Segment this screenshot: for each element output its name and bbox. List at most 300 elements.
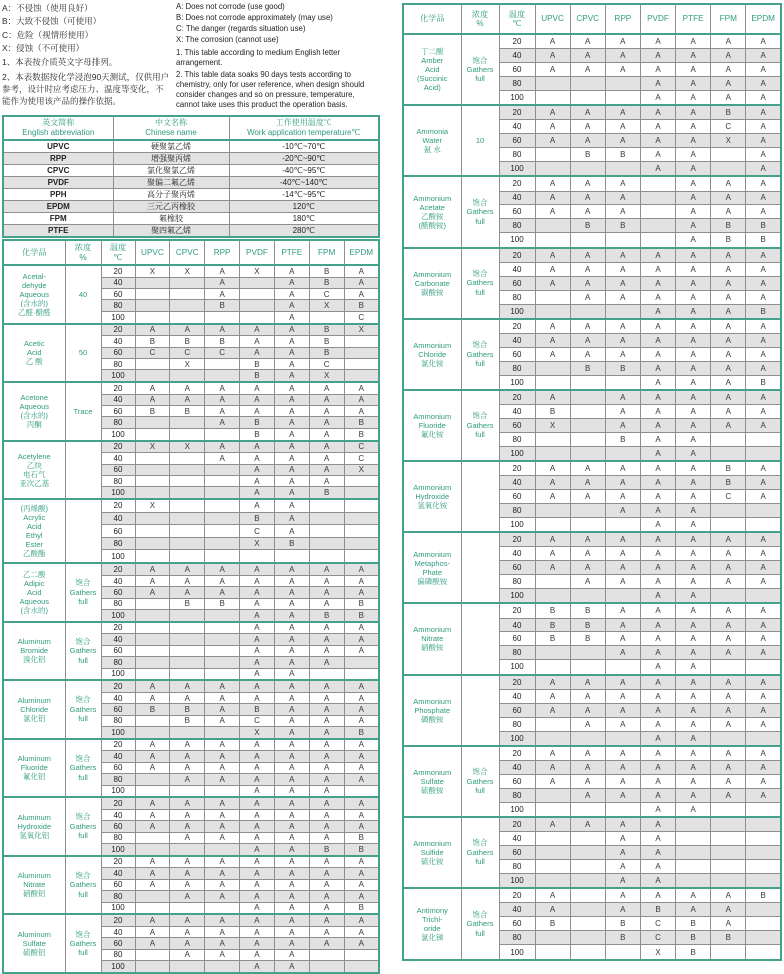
concentration-line: 饱合	[472, 340, 488, 350]
rating-cell: A	[274, 704, 309, 715]
rating-cell: A	[535, 390, 570, 405]
temperature-cell: 80	[499, 859, 535, 873]
temperature-cell: 100	[499, 589, 535, 604]
rating-cell: A	[605, 689, 640, 703]
rating-cell: A	[344, 891, 379, 902]
rating-cell: A	[676, 248, 711, 263]
rating-cell: A	[135, 762, 170, 773]
rating-cell: A	[205, 832, 240, 843]
rating-cell: A	[274, 441, 309, 453]
rating-cell: A	[535, 49, 570, 63]
rating-cell: A	[746, 105, 781, 120]
rating-cell: A	[274, 785, 309, 797]
rating-cell: A	[344, 821, 379, 832]
rating-cell	[570, 162, 605, 177]
rating-cell	[135, 417, 170, 428]
rating-cell: A	[309, 441, 344, 453]
rating-cell: A	[135, 692, 170, 703]
rating-cell	[344, 487, 379, 499]
rating-cell: A	[309, 727, 344, 739]
header-line: Work application temperature℃	[247, 128, 361, 137]
rating-cell: B	[605, 361, 640, 375]
temperature-cell: 100	[101, 487, 135, 499]
material-chinese-name: 氟橡胶	[113, 213, 229, 225]
rating-cell	[535, 446, 570, 461]
rating-cell: A	[309, 785, 344, 797]
rating-cell: A	[309, 406, 344, 417]
chemical-name	[403, 532, 461, 603]
header-line: 化学品	[21, 247, 47, 257]
rating-cell	[746, 931, 781, 945]
temperature-cell: 40	[101, 512, 135, 525]
rating-cell: B	[535, 632, 570, 646]
temperature-cell: 40	[101, 634, 135, 645]
rating-cell	[344, 961, 379, 973]
rating-cell: A	[274, 751, 309, 762]
rating-cell: A	[711, 675, 746, 690]
rating-cell: A	[711, 248, 746, 263]
rating-cell	[535, 290, 570, 304]
temperature-cell: 60	[101, 879, 135, 890]
rating-cell: A	[274, 961, 309, 973]
rating-cell: A	[746, 49, 781, 63]
rating-cell: A	[344, 575, 379, 586]
rating-cell: A	[274, 610, 309, 622]
chemical-name-line: 乙 酸	[25, 357, 43, 367]
rating-cell	[135, 610, 170, 622]
rating-cell: A	[640, 888, 675, 903]
rating-cell: A	[640, 49, 675, 63]
concentration-cell	[65, 441, 101, 500]
concentration-line: full	[475, 358, 485, 368]
rating-cell: X	[135, 441, 170, 453]
rating-header-pvdf	[240, 240, 275, 265]
legend-note-1-en: 1. This table according to medium English letter arrangement.	[176, 47, 341, 67]
rating-cell: X	[640, 945, 675, 960]
rating-cell: A	[240, 961, 275, 973]
rating-cell	[746, 802, 781, 817]
rating-cell: X	[240, 537, 275, 550]
rating-cell: A	[274, 762, 309, 773]
rating-cell: A	[274, 499, 309, 512]
header-line: %	[476, 19, 484, 28]
rating-cell	[711, 446, 746, 461]
rating-cell: A	[135, 751, 170, 762]
rating-cell: A	[205, 949, 240, 960]
temperature-cell: 40	[499, 832, 535, 846]
concentration-cell	[65, 265, 101, 324]
rating-cell	[170, 464, 205, 475]
rating-cell: B	[240, 704, 275, 715]
rating-cell: A	[676, 333, 711, 347]
rating-cell: A	[605, 788, 640, 802]
rating-cell	[135, 902, 170, 914]
chemical-name-line: oride	[423, 924, 441, 934]
chemical-name-line: Acetone	[20, 393, 49, 403]
chemical-name	[3, 563, 65, 622]
rating-cell	[535, 361, 570, 375]
rating-cell: A	[746, 77, 781, 91]
rating-cell	[170, 300, 205, 311]
temperature-cell: 40	[101, 692, 135, 703]
concentration-line: full	[78, 714, 88, 724]
temperature-cell: 80	[499, 77, 535, 91]
rating-cell	[170, 453, 205, 464]
rating-cell	[605, 660, 640, 675]
rating-cell: C	[240, 715, 275, 726]
rating-cell	[135, 727, 170, 739]
rating-cell	[135, 774, 170, 785]
temperature-cell: 20	[499, 105, 535, 120]
rating-cell: A	[205, 289, 240, 300]
rating-cell: A	[676, 276, 711, 290]
header-line: PVDF	[647, 14, 669, 24]
chemical-name-line: Ammonium	[413, 193, 452, 203]
chemical-name-line: Acetylene	[17, 451, 51, 461]
chemical-name	[403, 888, 461, 960]
concentration-line: Gathers	[466, 776, 494, 786]
concentration-line: full	[475, 74, 485, 84]
concentration-cell	[461, 176, 499, 247]
rating-cell	[344, 370, 379, 382]
temperature-cell: 100	[499, 446, 535, 461]
rating-cell: A	[274, 832, 309, 843]
rating-cell: X	[135, 499, 170, 512]
rating-cell	[344, 785, 379, 797]
rating-cell	[309, 311, 344, 323]
rating-row	[3, 739, 379, 751]
temperature-cell: 60	[101, 587, 135, 598]
rating-cell: A	[746, 689, 781, 703]
rating-cell: A	[309, 382, 344, 394]
material-row	[3, 225, 379, 238]
rating-cell: A	[605, 333, 640, 347]
rating-cell	[135, 961, 170, 973]
rating-cell: A	[746, 746, 781, 761]
rating-cell	[135, 277, 170, 288]
rating-cell: A	[676, 660, 711, 675]
rating-cell: A	[309, 774, 344, 785]
rating-cell: A	[676, 888, 711, 903]
rating-cell: A	[274, 657, 309, 668]
rating-cell: A	[274, 715, 309, 726]
material-temperature-range: -14℃~95℃	[229, 189, 379, 201]
rating-row	[403, 319, 781, 334]
rating-cell: A	[676, 717, 711, 731]
rating-cell: A	[711, 532, 746, 547]
rating-cell	[746, 873, 781, 888]
rating-cell: A	[344, 868, 379, 879]
header-line: 工作使用温度℃	[275, 118, 332, 128]
rating-cell: A	[344, 563, 379, 575]
rating-cell: A	[570, 746, 605, 761]
rating-header-ptfe	[274, 240, 309, 265]
rating-cell: A	[640, 91, 675, 106]
rating-cell: A	[535, 675, 570, 690]
rating-cell: A	[240, 809, 275, 820]
concentration-cell	[65, 914, 101, 973]
rating-cell	[170, 785, 205, 797]
temperature-cell: 60	[499, 205, 535, 219]
concentration-line: 饱合	[472, 767, 488, 777]
chemical-name-line: Ammonium	[413, 838, 452, 848]
rating-cell: A	[170, 832, 205, 843]
temperature-cell: 40	[101, 926, 135, 937]
rating-header-fpm	[309, 240, 344, 265]
rating-cell: A	[240, 453, 275, 464]
rating-cell: A	[344, 277, 379, 288]
rating-cell: A	[605, 832, 640, 846]
rating-cell	[570, 390, 605, 405]
concentration-cell	[461, 461, 499, 532]
rating-cell	[170, 902, 205, 914]
rating-cell	[711, 660, 746, 675]
rating-cell: A	[676, 91, 711, 106]
concentration-cell	[461, 817, 499, 888]
rating-cell: A	[309, 587, 344, 598]
chemical-rating-table-right	[402, 3, 782, 961]
rating-row	[403, 176, 781, 191]
rating-cell: A	[274, 598, 309, 609]
rating-header-epdm	[746, 4, 781, 34]
rating-cell	[309, 961, 344, 973]
rating-cell	[205, 428, 240, 440]
temperature-cell: 80	[499, 504, 535, 518]
rating-cell: A	[274, 844, 309, 856]
rating-cell: A	[605, 461, 640, 476]
rating-header-temperature	[101, 240, 135, 265]
rating-cell: A	[240, 645, 275, 656]
rating-cell: B	[170, 715, 205, 726]
header-line: FPM	[719, 14, 737, 24]
temperature-cell: 20	[499, 248, 535, 263]
rating-cell: A	[570, 788, 605, 802]
chemical-name-line: Ester	[25, 540, 43, 550]
rating-cell: A	[676, 148, 711, 162]
chemical-name-line: Hydroxide	[415, 492, 450, 502]
concentration-line: 饱合	[75, 929, 91, 939]
temperature-cell: 40	[101, 336, 135, 347]
rating-cell: A	[535, 561, 570, 575]
rating-cell: A	[640, 675, 675, 690]
rating-cell: A	[535, 262, 570, 276]
rating-cell: A	[711, 262, 746, 276]
rating-cell	[676, 859, 711, 873]
rating-cell: A	[344, 382, 379, 394]
rating-row	[3, 563, 379, 575]
chemical-name-line: 氢氧化铝	[19, 830, 50, 840]
rating-cell: A	[746, 774, 781, 788]
rating-row	[3, 382, 379, 394]
temperature-cell: 60	[101, 525, 135, 538]
temperature-cell: 60	[499, 418, 535, 432]
rating-cell	[170, 727, 205, 739]
rating-cell	[535, 832, 570, 846]
rating-cell	[170, 487, 205, 499]
rating-cell: B	[344, 417, 379, 428]
rating-cell: A	[344, 914, 379, 926]
rating-cell: A	[640, 547, 675, 561]
chemical-name-line: Water	[422, 136, 443, 146]
rating-cell: A	[205, 868, 240, 879]
header-line: PTFE	[281, 247, 303, 257]
rating-cell: A	[746, 532, 781, 547]
chemical-name-line: Nitrate	[23, 880, 46, 890]
rating-cell: A	[640, 603, 675, 618]
rating-cell: B	[344, 428, 379, 440]
temperature-cell: 100	[499, 375, 535, 390]
rating-cell: A	[309, 739, 344, 751]
rating-cell	[135, 715, 170, 726]
rating-cell: A	[605, 176, 640, 191]
rating-cell: A	[676, 290, 711, 304]
chemical-name	[403, 746, 461, 817]
rating-cell: A	[205, 797, 240, 809]
material-chinese-name: 高分子聚丙烯	[113, 189, 229, 201]
rating-cell: A	[344, 809, 379, 820]
rating-header-fpm	[711, 4, 746, 34]
rating-cell	[746, 917, 781, 931]
rating-cell: A	[676, 134, 711, 148]
concentration-cell	[461, 888, 499, 960]
chemical-name-line: 乙酸铵	[421, 211, 444, 221]
chemical-name-line: Phate	[422, 567, 443, 577]
concentration-line: Gathers	[69, 821, 97, 831]
concentration-line: 饱合	[75, 753, 91, 763]
rating-cell: X	[344, 324, 379, 336]
chemical-name-line: Acetate	[419, 202, 445, 212]
rating-cell: A	[570, 63, 605, 77]
rating-cell: B	[711, 461, 746, 476]
temperature-cell: 20	[101, 680, 135, 692]
rating-cell	[570, 504, 605, 518]
rating-cell	[135, 598, 170, 609]
rating-cell	[240, 550, 275, 563]
rating-cell: X	[344, 464, 379, 475]
chemical-name-line: (Succinic	[417, 74, 448, 84]
rating-cell: A	[605, 903, 640, 917]
temperature-cell: 60	[499, 561, 535, 575]
rating-cell: A	[344, 406, 379, 417]
rating-cell: A	[605, 746, 640, 761]
rating-cell: B	[535, 405, 570, 419]
rating-cell: A	[535, 319, 570, 334]
rating-cell: B	[344, 727, 379, 739]
rating-cell	[535, 859, 570, 873]
temperature-cell: 80	[499, 148, 535, 162]
rating-cell: A	[640, 760, 675, 774]
rating-cell: A	[240, 406, 275, 417]
rating-cell: A	[711, 760, 746, 774]
chemical-name-line: Ammonium	[413, 625, 452, 635]
rating-cell: A	[240, 598, 275, 609]
rating-cell	[344, 336, 379, 347]
rating-cell: A	[676, 219, 711, 233]
rating-cell: B	[240, 358, 275, 369]
rating-cell: A	[570, 774, 605, 788]
rating-cell	[570, 873, 605, 888]
rating-cell: A	[746, 390, 781, 405]
rating-cell	[570, 418, 605, 432]
concentration-line: Gathers	[466, 919, 494, 929]
rating-cell: A	[274, 347, 309, 358]
temperature-cell: 60	[499, 703, 535, 717]
rating-cell	[535, 77, 570, 91]
rating-cell: A	[240, 926, 275, 937]
rating-cell: C	[640, 917, 675, 931]
rating-cell: B	[240, 428, 275, 440]
rating-cell: C	[170, 347, 205, 358]
temperature-cell: 20	[101, 563, 135, 575]
rating-cell: B	[135, 406, 170, 417]
rating-cell: A	[676, 120, 711, 134]
rating-cell: X	[240, 265, 275, 277]
rating-cell	[605, 304, 640, 319]
temperature-cell: 100	[499, 233, 535, 248]
temperature-cell: 60	[101, 464, 135, 475]
rating-cell: A	[676, 575, 711, 589]
rating-cell: A	[274, 868, 309, 879]
rating-cell: A	[570, 191, 605, 205]
rating-cell: A	[746, 788, 781, 802]
rating-cell: A	[274, 575, 309, 586]
rating-cell	[570, 903, 605, 917]
rating-cell: A	[605, 105, 640, 120]
rating-cell: A	[746, 603, 781, 618]
material-abbreviation: PPH	[3, 189, 113, 201]
rating-cell	[170, 311, 205, 323]
rating-cell: A	[205, 809, 240, 820]
temperature-cell: 100	[101, 311, 135, 323]
rating-cell: A	[640, 120, 675, 134]
rating-cell	[309, 537, 344, 550]
temperature-cell: 20	[499, 461, 535, 476]
rating-cell	[135, 832, 170, 843]
rating-cell: A	[746, 760, 781, 774]
rating-cell: A	[676, 176, 711, 191]
rating-cell: A	[535, 34, 570, 49]
rating-cell: A	[135, 394, 170, 405]
temperature-cell: 60	[101, 821, 135, 832]
temperature-cell: 100	[101, 785, 135, 797]
temperature-cell: 100	[499, 731, 535, 746]
rating-cell: A	[605, 34, 640, 49]
rating-cell: A	[605, 717, 640, 731]
temperature-cell: 100	[499, 304, 535, 319]
rating-cell: A	[711, 91, 746, 106]
header-line: PVDF	[246, 247, 268, 257]
temperature-cell: 80	[101, 417, 135, 428]
chemical-name-line: 乙酸酯	[23, 549, 46, 559]
rating-cell: A	[605, 120, 640, 134]
rating-cell: A	[640, 375, 675, 390]
rating-cell: A	[711, 347, 746, 361]
concentration-line: full	[475, 785, 485, 795]
rating-cell: A	[605, 191, 640, 205]
rating-cell: A	[605, 63, 640, 77]
rating-cell: B	[711, 931, 746, 945]
rating-header-concentration	[65, 240, 101, 265]
rating-cell: A	[309, 914, 344, 926]
temperature-cell: 20	[499, 34, 535, 49]
rating-cell: A	[605, 561, 640, 575]
concentration-line: full	[78, 772, 88, 782]
temperature-cell: 20	[101, 499, 135, 512]
temperature-cell: 60	[499, 347, 535, 361]
rating-row	[3, 914, 379, 926]
rating-cell: A	[170, 891, 205, 902]
rating-cell: A	[205, 926, 240, 937]
